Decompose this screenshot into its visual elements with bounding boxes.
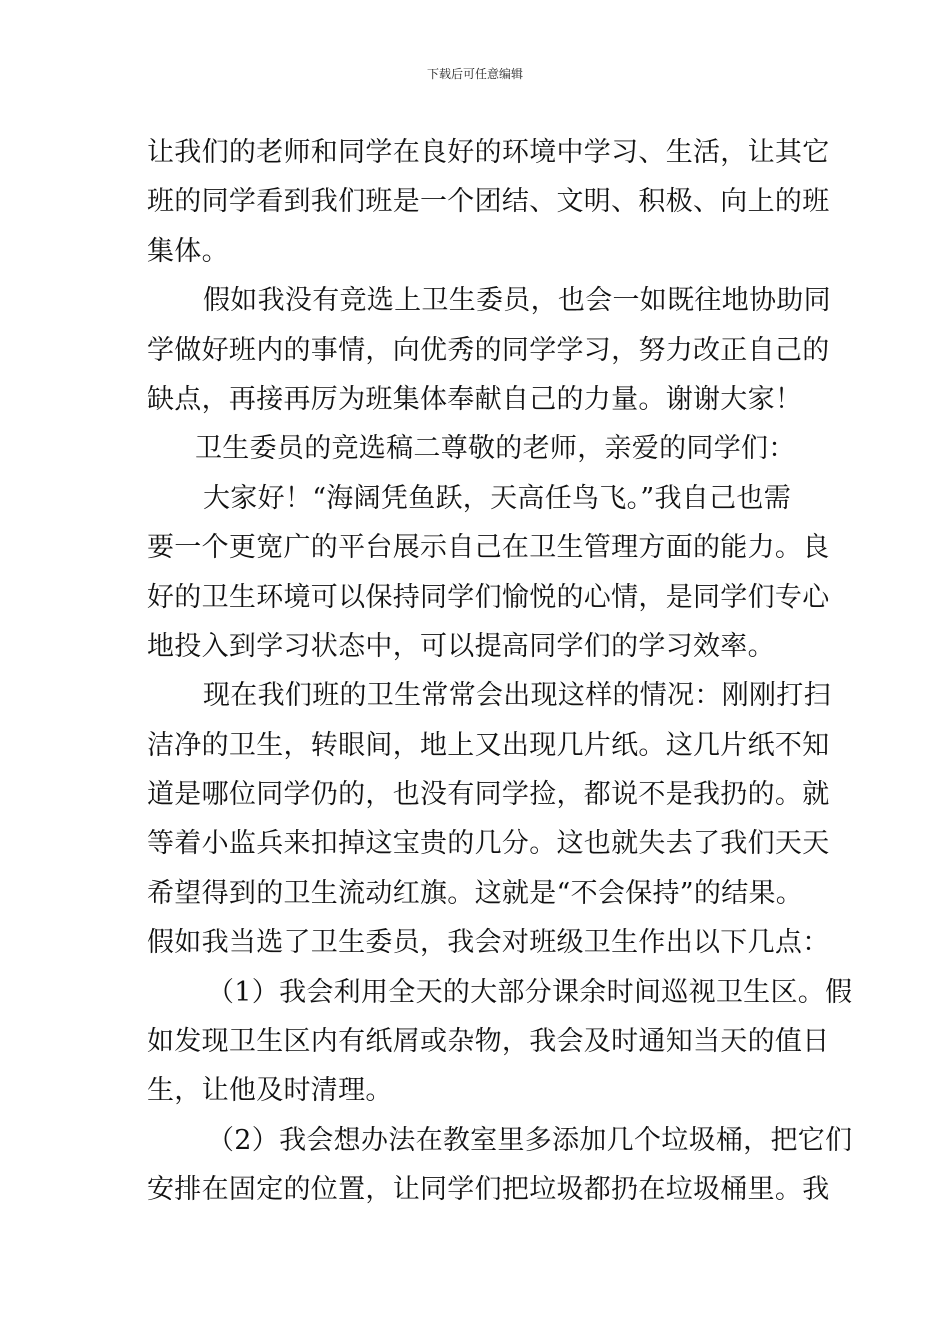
text-line: 假如我当选了卫生委员，我会对班级卫生作出以下几点： <box>147 927 830 959</box>
text-line: 班的同学看到我们班是一个团结、文明、积极、向上的班 <box>147 186 830 218</box>
text-line: 学做好班内的事情，向优秀的同学学习，努力改正自己的 <box>147 334 830 366</box>
text-line: 让我们的老师和同学在良好的环境中学习、生活，让其它 <box>147 137 830 168</box>
text-line: 集体。 <box>147 235 229 267</box>
text-line: 生，让他及时清理。 <box>147 1075 393 1107</box>
text-line: 安排在固定的位置，让同学们把垃圾都扔在垃圾桶里。我 <box>147 1174 830 1206</box>
paragraph <box>147 128 830 276</box>
document-body <box>147 128 853 1215</box>
text-line: 洁净的卫生，转眼间，地上又出现几片纸。这几片纸不知 <box>147 729 830 761</box>
page-header: 下载后可任意编辑 <box>426 67 523 81</box>
paragraph <box>147 968 853 1116</box>
paragraph <box>147 424 807 473</box>
text-line: 缺点，再接再厉为班集体奉献自己的力量。谢谢大家！ <box>147 383 803 415</box>
text-line: （1）我会利用全天的大部分课余时间巡视卫生区。假 <box>207 976 853 1008</box>
text-line: 好的卫生环境可以保持同学们愉悦的心情，是同学们专心 <box>147 581 830 613</box>
text-line: 如发现卫生区内有纸屑或杂物，我会及时通知当天的值日 <box>147 1026 830 1058</box>
text-line: 卫生委员的竞选稿二尊敬的老师，亲爱的同学们： <box>195 433 796 465</box>
paragraph <box>147 1116 853 1215</box>
text-line: 地投入到学习状态中，可以提高同学们的学习效率。 <box>147 630 775 662</box>
paragraph <box>147 671 831 967</box>
text-line: 假如我没有竞选上卫生委员，也会一如既往地协助同 <box>203 285 831 317</box>
paragraph <box>147 276 831 424</box>
text-line: 大家好！“海阔凭鱼跃，天高任鸟飞。”我自己也需 <box>203 482 792 514</box>
text-line: 现在我们班的卫生常常会出现这样的情况：刚刚打扫 <box>203 680 831 712</box>
paragraph <box>147 474 830 672</box>
text-line: 希望得到的卫生流动红旗。这就是“不会保持”的结果。 <box>147 877 804 909</box>
text-line: 等着小监兵来扣掉这宝贵的几分。这也就失去了我们天天 <box>147 828 830 860</box>
text-line: 要一个更宽广的平台展示自己在卫生管理方面的能力。良 <box>147 532 830 564</box>
text-line: 道是哪位同学仍的，也没有同学捡，都说不是我扔的。就 <box>147 779 830 811</box>
text-line: （2）我会想办法在教室里多添加几个垃圾桶，把它们 <box>207 1124 853 1156</box>
